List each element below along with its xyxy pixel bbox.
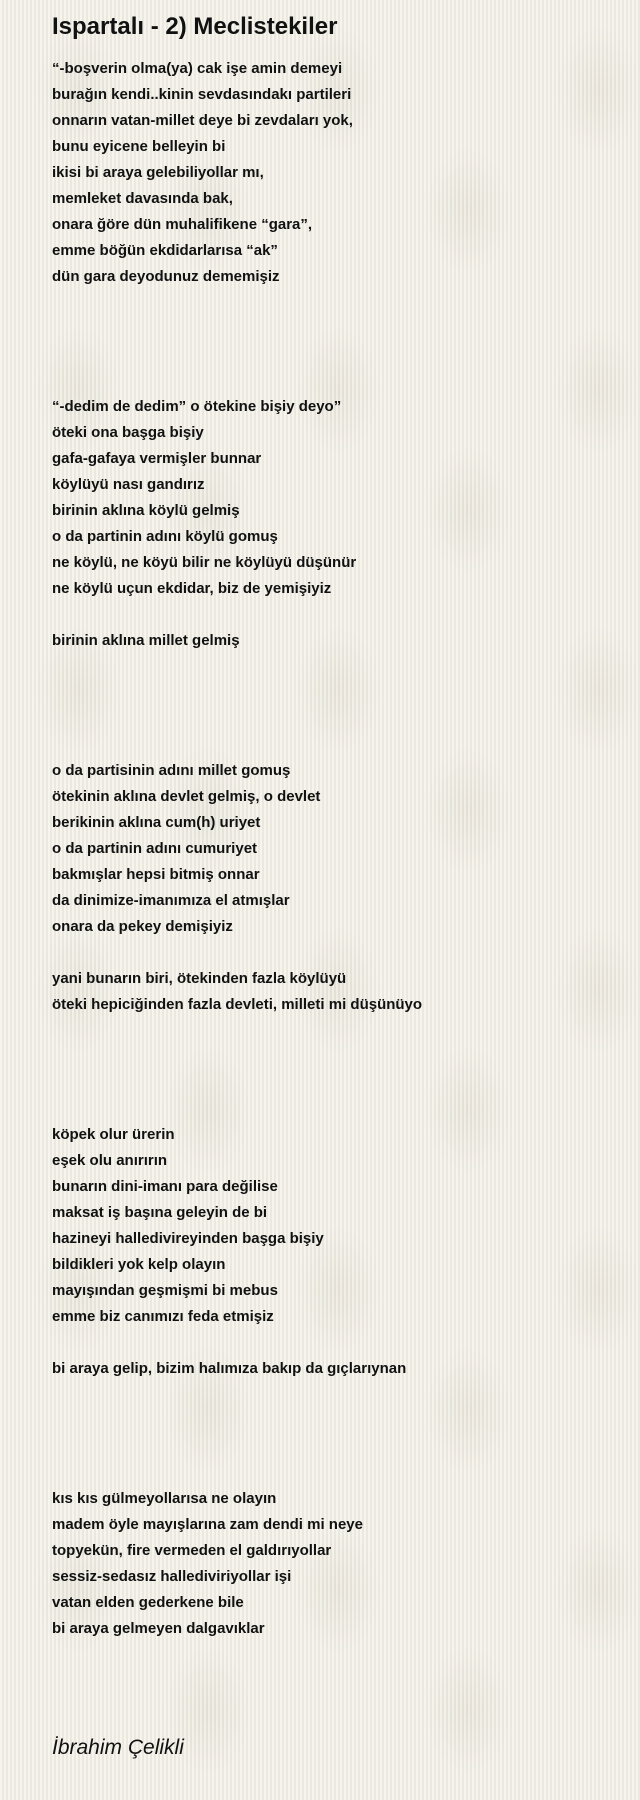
stanza-1 (52, 56, 632, 290)
stanza-gap (52, 940, 632, 966)
poem-body (52, 56, 632, 1642)
poem-line: o da partisinin adını millet gomuş (52, 762, 291, 779)
stanza-3 (52, 628, 632, 654)
poem-author: İbrahim Çelikli (52, 1736, 184, 1759)
poem-line: ne köylü uçun ekdidar, biz de yemişiyiz (52, 580, 332, 597)
stanza-8 (52, 1486, 632, 1642)
poem-line: o da partinin adını köylü gomuş (52, 528, 278, 545)
poem-line: gafa-gafaya vermişler bunnar (52, 450, 262, 467)
poem-line: hazineyi halledivireyinden başga bişiy (52, 1230, 324, 1247)
poem-line: o da partinin adını cumuriyet (52, 840, 258, 857)
poem-line: onnarın vatan-millet deye bi zevdaları yok, (52, 112, 353, 129)
poem-line: yani bunarın biri, ötekinden fazla köylüyü (52, 970, 347, 987)
stanza-gap (52, 1018, 632, 1122)
stanza-gap (52, 654, 632, 758)
poem-line: öteki hepiciğinden fazla devleti, milleti mi düşünüyo (52, 996, 423, 1013)
stanza-2 (52, 394, 632, 602)
poem-line: burağın kendi..kinin sevdasındakı partileri (52, 86, 352, 103)
stanza-7 (52, 1356, 632, 1382)
poem-line: bunu eyicene belleyin bi (52, 138, 226, 155)
poem-line: emme böğün ekdidarlarısa “ak” (52, 242, 278, 259)
poem-line: bi araya gelip, bizim halımıza bakıp da gıçlarıynan (52, 1360, 407, 1377)
stanza-gap (52, 602, 632, 628)
poem-line: memleket davasında bak, (52, 190, 233, 207)
poem-line: köylüyü nası gandırız (52, 476, 205, 493)
poem-line: köpek olur ürerin (52, 1126, 175, 1143)
poem-line: madem öyle mayışlarına zam dendi mi neye (52, 1516, 363, 1533)
poem-line: mayışından geşmişmi bi mebus (52, 1282, 278, 1299)
stanza-gap (52, 290, 632, 394)
poem-line: onara ğöre dün muhalifikene “gara”, (52, 216, 313, 233)
poem-container (52, 10, 632, 1642)
stanza-6 (52, 1122, 632, 1330)
poem-line: ikisi bi araya gelebiliyollar mı, (52, 164, 264, 181)
poem-line: sessiz-sedasız hallediviriyollar işi (52, 1568, 292, 1585)
poem-line: “-boşverin olma(ya) cak işe amin demeyi (52, 60, 343, 77)
poem-line: birinin aklına millet gelmiş (52, 632, 240, 649)
poem-line: ne köylü, ne köyü bilir ne köylüyü düşünür (52, 554, 357, 571)
poem-line: dün gara deyodunuz dememişiz (52, 268, 280, 285)
poem-line: “-dedim de dedim” o ötekine bişiy deyo” (52, 398, 342, 415)
stanza-gap (52, 1330, 632, 1356)
poem-line: bakmışlar hepsi bitmiş onnar (52, 866, 260, 883)
poem-line: birinin aklına köylü gelmiş (52, 502, 240, 519)
poem-line: maksat iş başına geleyin de bi (52, 1204, 268, 1221)
stanza-4 (52, 758, 632, 940)
poem-line: berikinin aklına cum(h) uriyet (52, 814, 261, 831)
poem-line: emme biz canımızı feda etmişiz (52, 1308, 274, 1325)
poem-line: bildikleri yok kelp olayın (52, 1256, 226, 1273)
poem-line: da dinimize-imanımıza el atmışlar (52, 892, 290, 909)
poem-line: öteki ona başga bişiy (52, 424, 204, 441)
poem-line: ötekinin aklına devlet gelmiş, o devlet (52, 788, 321, 805)
poem-line: bunarın dini-imanı para değilise (52, 1178, 278, 1195)
poem-line: topyekün, fire vermeden el galdırıyollar (52, 1542, 332, 1559)
poem-title: Ispartalı - 2) Meclistekiler (52, 13, 338, 40)
poem-line: vatan elden gederkene bile (52, 1594, 244, 1611)
poem-line: bi araya gelmeyen dalgavıklar (52, 1620, 265, 1637)
stanza-5 (52, 966, 632, 1018)
poem-line: eşek olu anırırın (52, 1152, 168, 1169)
stanza-gap (52, 1382, 632, 1486)
poem-line: onara da pekey demişiyiz (52, 918, 233, 935)
poem-line: kıs kıs gülmeyollarısa ne olayın (52, 1490, 277, 1507)
